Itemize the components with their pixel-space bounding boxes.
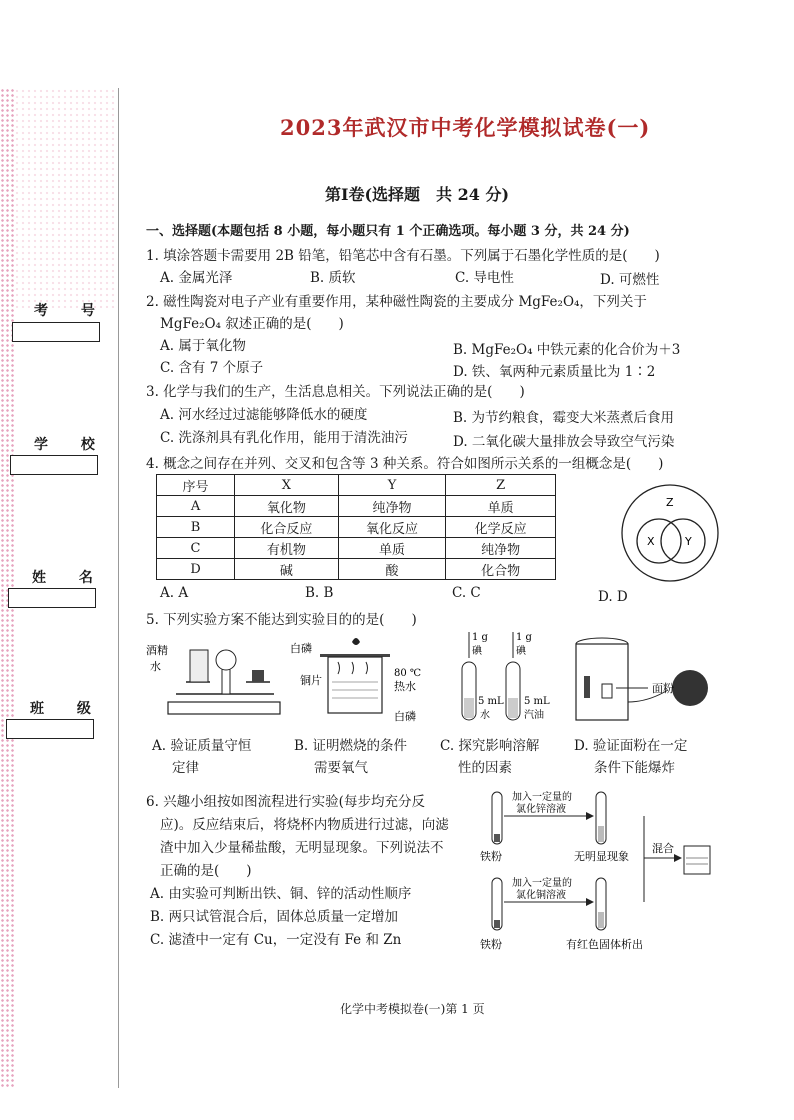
figure-b-combustion	[290, 632, 440, 726]
q6-stem-line3: 渣中加入少量稀盐酸，无明显现象。下列说法不	[160, 840, 444, 856]
fig-a-label-alcohol: 酒精	[146, 644, 168, 657]
q3-option-c: C. 洗涤剂具有乳化作用，能用于清洗油污	[160, 430, 408, 446]
q5-caption-c-line1: C. 探究影响溶解	[440, 738, 540, 754]
field-label-exam-no: 考 号	[34, 303, 109, 319]
flow-bottom-right-label: 有红色固体析出	[566, 938, 643, 951]
table-cell: 酸	[338, 559, 446, 580]
q2-option-a: A. 属于氧化物	[160, 338, 246, 354]
fig-c-label-water: 水	[480, 710, 490, 721]
flow-top-right-label: 无明显现象	[574, 850, 629, 863]
q6-option-b: B. 两只试管混合后，固体总质量一定增加	[150, 909, 399, 925]
flow-bottom-reagent-line2: 氯化铜溶液	[516, 890, 566, 901]
section-header: 一、选择题(本题包括 8 小题，每小题只有 1 个正确选项。每小题 3 分，共 24 分)	[146, 224, 630, 239]
q5-caption-c-line2: 性的因素	[458, 760, 512, 776]
q2-option-c: C. 含有 7 个原子	[160, 360, 264, 376]
exam-no-box[interactable]	[12, 322, 100, 342]
table-header-cell: 序号	[157, 475, 235, 496]
weight-icon	[252, 670, 264, 682]
arrow-head-bottom	[586, 898, 594, 906]
solution-bottom	[598, 912, 604, 928]
q5-caption-a-line2: 定律	[172, 760, 199, 776]
q3-option-a: A. 河水经过过滤能够降低水的硬度	[160, 407, 368, 423]
fig-c-label-iodine-b: 碘	[516, 646, 526, 657]
can-body	[576, 644, 628, 720]
venn-label-x: X	[647, 535, 655, 548]
table-header-row	[157, 475, 556, 496]
figure-c-test-tubes	[444, 628, 564, 728]
flow-bottom-reagent-line1: 加入一定量的	[512, 878, 572, 889]
table-header-cell: X	[235, 475, 339, 496]
air-bulb-icon	[672, 670, 708, 706]
table-cell: A	[157, 496, 235, 517]
q4-option-b: B. B	[305, 585, 334, 601]
flow-bottom-left-label: 铁粉	[480, 938, 502, 951]
q3-option-d: D. 二氧化碳大量排放会导致空气污染	[453, 434, 675, 450]
table-cell: 氧化反应	[338, 517, 446, 538]
flour-cup	[602, 684, 612, 698]
binding-dot-pattern-light	[14, 88, 118, 308]
q1-option-a: A. 金属光泽	[160, 270, 233, 286]
q2-stem-line1: 2. 磁性陶瓷对电子产业有重要作用，某种磁性陶瓷的主要成分 MgFe₂O₄，下列关于	[146, 294, 647, 310]
q1-option-b: B. 质软	[310, 270, 356, 286]
table-row	[157, 538, 556, 559]
q6-stem-line4: 正确的是( )	[160, 863, 252, 879]
fig-c-label-1g-b: 1 g	[516, 632, 532, 643]
fig-c-label-1g-a: 1 g	[472, 632, 488, 643]
fig-c-label-5ml-a: 5 mL	[478, 696, 504, 707]
balance-base	[168, 702, 280, 714]
table-header-cell: Y	[338, 475, 446, 496]
beaker-icon	[190, 650, 208, 682]
flow-top-reagent-line2: 氯化锌溶液	[516, 804, 566, 815]
q3-option-b: B. 为节约粮食，霉变大米蒸煮后食用	[453, 410, 675, 426]
section-title: 第Ⅰ卷(选择题 共 24 分)	[325, 185, 510, 204]
table-cell: 纯净物	[446, 538, 556, 559]
beaker-hot-water	[328, 657, 382, 713]
q1-option-d: D. 可燃性	[600, 272, 660, 288]
venn-label-y: Y	[685, 535, 692, 548]
candle-icon	[584, 676, 590, 698]
venn-circle-x	[637, 519, 681, 563]
q2-option-d: D. 铁、氧两种元素质量比为 1∶2	[453, 364, 656, 380]
table-cell: 单质	[338, 538, 446, 559]
exam-title: 2023年武汉市中考化学模拟试卷(一)	[280, 115, 651, 140]
q4-option-a: A. A	[160, 585, 189, 601]
q5-caption-b-line1: B. 证明燃烧的条件	[294, 738, 408, 754]
q4-option-c: C. C	[452, 585, 481, 601]
figure-a-balance	[146, 632, 286, 726]
iron-powder-top	[494, 834, 500, 842]
water-fill	[464, 698, 474, 718]
field-label-school: 学 校	[34, 437, 109, 453]
concept-table	[156, 474, 556, 580]
q4-option-d: D. D	[598, 589, 628, 605]
fig-c-label-gasoline: 汽油	[524, 710, 544, 721]
q6-option-a: A. 由实验可判断出铁、铜、锌的活动性顺序	[150, 886, 412, 902]
table-cell: 碱	[235, 559, 339, 580]
q1-option-c: C. 导电性	[455, 270, 514, 286]
q5-caption-d-line2: 条件下能爆炸	[594, 760, 675, 776]
flow-top-left-label: 铁粉	[480, 850, 502, 863]
name-box[interactable]	[8, 588, 96, 608]
q6-stem-line1: 6. 兴趣小组按如图流程进行实验(每步均充分反	[146, 794, 425, 810]
table-cell: 化学反应	[446, 517, 556, 538]
table-cell: 单质	[446, 496, 556, 517]
q4-stem: 4. 概念之间存在并列、交叉和包含等 3 种关系。符合如图所示关系的一组概念是( )	[146, 456, 664, 472]
table-cell: B	[157, 517, 235, 538]
q6-flow-diagram	[476, 786, 726, 956]
table-cell: 氧化物	[235, 496, 339, 517]
q6-stem-line2: 应)。反应结束后，将烧杯内物质进行过滤，向滤	[160, 817, 449, 833]
arrow-head-top	[586, 812, 594, 820]
q6-option-c: C. 滤渣中一定有 Cu，一定没有 Fe 和 Zn	[150, 932, 402, 948]
q2-option-b: B. MgFe₂O₄ 中铁元素的化合价为＋3	[453, 342, 681, 358]
table-header-cell: Z	[446, 475, 556, 496]
school-box[interactable]	[10, 455, 98, 475]
q5-caption-b-line2: 需要氧气	[314, 760, 368, 776]
q3-stem: 3. 化学与我们的生产，生活息息相关。下列说法正确的是( )	[146, 384, 525, 400]
gasoline-fill	[508, 698, 518, 718]
fig-b-label-hot-water: 热水	[394, 680, 416, 693]
field-label-name: 姓 名	[32, 570, 107, 586]
fig-b-label-temp: 80 ℃	[394, 668, 422, 679]
flow-top-reagent-line1: 加入一定量的	[512, 792, 572, 803]
fig-a-label-water: 水	[150, 660, 161, 673]
beaker-icon-mix	[684, 846, 710, 874]
venn-label-z: Z	[666, 496, 674, 509]
fig-b-label-copper: 铜片	[300, 674, 322, 687]
fig-c-label-5ml-b: 5 mL	[524, 696, 550, 707]
balance-dial	[216, 650, 236, 670]
venn-circle-y	[661, 519, 705, 563]
class-box[interactable]	[6, 719, 94, 739]
table-cell: D	[157, 559, 235, 580]
table-row	[157, 517, 556, 538]
table-cell: 有机物	[235, 538, 339, 559]
q1-stem: 1. 填涂答题卡需要用 2B 铅笔，铅笔芯中含有石墨。下列属于石墨化学性质的是( )	[146, 248, 660, 264]
field-label-class: 班 级	[30, 701, 105, 717]
flame-icon	[352, 638, 360, 645]
fig-b-label-white-p-bottom: 白磷	[394, 710, 416, 723]
table-cell: 纯净物	[338, 496, 446, 517]
table-row	[157, 496, 556, 517]
flow-mix-label: 混合	[652, 842, 674, 855]
q5-caption-d-line1: D. 验证面粉在一定	[574, 738, 688, 754]
page-footer: 化学中考模拟卷(一)第 1 页	[340, 1002, 485, 1016]
venn-diagram	[615, 478, 725, 588]
figure-d-flour-explosion	[572, 636, 722, 728]
table-cell: 化合物	[446, 559, 556, 580]
solution-top	[598, 826, 604, 842]
q5-stem: 5. 下列实验方案不能达到实验目的的是( )	[146, 612, 417, 628]
table-cell: 化合反应	[235, 517, 339, 538]
arrow-head-mix	[674, 854, 682, 862]
table-row	[157, 559, 556, 580]
binding-line	[118, 88, 119, 1088]
table-cell: C	[157, 538, 235, 559]
iron-powder-bottom	[494, 920, 500, 928]
fig-c-label-iodine-a: 碘	[472, 646, 482, 657]
q2-stem-line2: MgFe₂O₄ 叙述正确的是( )	[160, 316, 344, 332]
fig-b-label-white-p-top: 白磷	[290, 642, 312, 655]
q5-caption-a-line1: A. 验证质量守恒	[152, 738, 252, 754]
fig-d-label-flour: 面粉	[652, 682, 674, 695]
